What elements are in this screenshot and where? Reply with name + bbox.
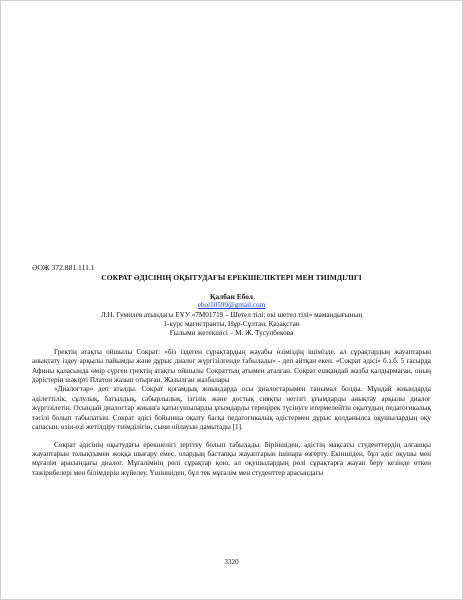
- body-paragraph-1: Гректің атақты ойшылы Сократ: «біз іздеген сұрақтардың жауабы өзіміздің ішімізде, ал сұрақтардың жауаптарын анықтату іздеу арқылы пайымды және дұрыс диалог жүргізілгенде табылады» - деп айтқан екен. «Сократ әдісі» б.з.б. 5 ғасырда Афины қаласында өмір сүрген гректің атақты ойшылы Сократтың атымен аталған. Сократ ешқандай жазба қалдырмаған, оның дәрістерін шәкірті Платон жазып отырған. Жазылған жазбалары: [32, 347, 431, 385]
- article-title: СОКРАТ ӘДІСІНІҢ ОҚЫТУДАҒЫ ЕРЕКШЕЛІКТЕРІ МЕН ТИІМДІЛІГІ: [101, 273, 362, 283]
- author-email-line: [32, 301, 431, 310]
- body-paragraph-3: Сократ әдісінің оқытудағы ерекшелігі зерттеу болып табылады. Біріншіден, әдістің мақсаты студенттердің алғашқы жауаптарын толықтымен жоққа шығару емес, олардың бастапқы жауаптарын ішінара өзгерту. Екіншіден, бұл әдіс оқушы мен мұғалім арасындағы диалог. Мұғалімнің рөлі сұрақтар қою, ал оқушылардың рөлі сұрақтарға жауап беру кезінде өткен тәжірибелері мен білімдерін жүйелеу. Үшіншіден, бұл тек мұғалім мен студенттер арасындағы: [32, 440, 431, 477]
- article-content: [32, 263, 431, 478]
- scientific-supervisor: Ғылыми жетекшісі – М. Ж. Тусупбекова: [169, 329, 294, 338]
- author-name: Қалбан Ебол: [209, 291, 254, 301]
- author-course: 1-курс магистранты, Нұр-Сұлтан, Қазақстан: [163, 320, 300, 329]
- page-number: 3320: [224, 558, 239, 566]
- author-affiliation: Л.Н. Гумилев атындағы ЕҰУ «7М01719 – Шетел тілі: екі шетел тілі» мамандығының: [100, 310, 363, 319]
- author-email-link[interactable]: ebol10599@gmail.com: [197, 301, 266, 310]
- body-paragraph-2: «Диалогтар» деп аталды. Сократ қоғамдық жиындарда осы диалогтарымен танымал болды. Мұндай жиындарда әділеттілік, сұлулық, батылдық, сабырлылық, ізгілік және достық сияқты негізгі ұғымдарды анықтау арқылы диалог жүргізілетін. Осындай диалогтар жиынға қатысушыларды ұғымдарды тереңірек түсінуге итермелейтін оқытудың педагогикалық тәсілі болып табылатын. Сократ әдісі бойынша оқыту басқа педагогикалық әдістермен дұрыс қолданылса оқушылардың оқу сапасын, өзін-өзі жетілдіру тиімділігін, сыни ойлауын дамытады [1].: [32, 385, 431, 432]
- udk-code: ӘОЖ 372.881.111.1: [32, 263, 95, 272]
